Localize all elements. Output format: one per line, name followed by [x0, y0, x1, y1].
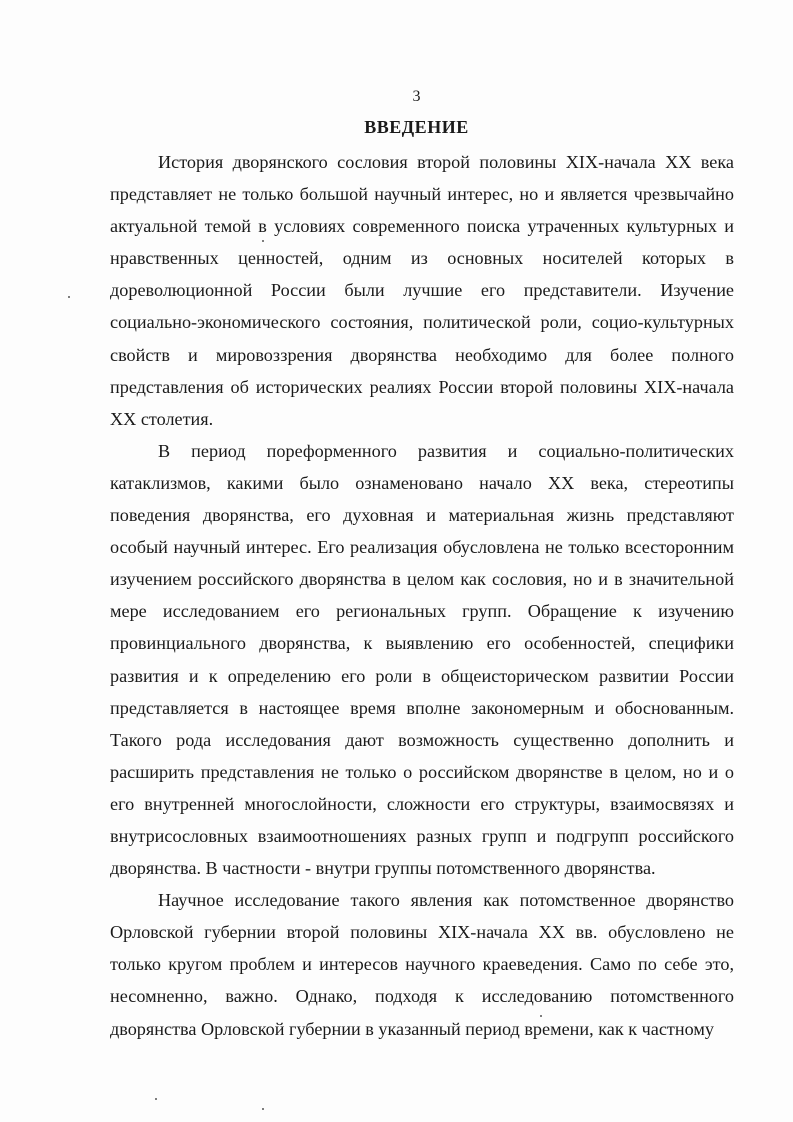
paragraph-2: В период пореформенного развития и социально-политических катаклизмов, какими было ознаменовано начало XX века, стереотипы поведения дворянства, его духовная и материальная жизнь представляют особый научный интерес. Его реализация обусловлена не только всесторонним изучением российского дворянства в целом как сословия, но и в значительной мере исследованием его региональных групп. Обращение к изучению провинциального дворянства, к выявлению его особенностей, специфики развития и к определению его роли в общеисторическом развитии России представляется в настоящее время вполне закономерным и обоснованным. Такого рода исследования дают возможность существенно дополнить и расширить представления не только о российском дворянстве в целом, но и о его внутренней многослойности, сложности его структуры, взаимосвязях и внутрисословных взаимоотношениях разных групп и подгрупп российского дворянства. В частности - внутри группы потомственного дворянства. — [110, 440, 734, 879]
scan-speck — [68, 296, 70, 298]
scan-speck — [262, 1108, 264, 1110]
paragraph-1: История дворянского сословия второй половины XIX-начала XX века представляет не только большой научный интерес, но и является чрезвычайно актуальной темой в условиях современного поиска утраченных культурных и нравственных ценностей, одним из основных носителей которых в дореволюционной России были лучшие его представители. Изучение социально-экономического состояния, политической роли, социо-культурных свойств и мировоззрения дворянства необходимо для более полного представления об исторических реалиях России второй половины XIX-начала XX столетия. — [110, 152, 734, 429]
body-text — [110, 146, 734, 1045]
paragraph-3: Научное исследование такого явления как потомственное дворянство Орловской губернии второй половины XIX-начала XX вв. обусловлено не только кругом проблем и интересов научного краеведения. Само по себе это, несомненно, важно. Однако, подходя к исследованию потомственного дворянства Орловской губернии в указанный период времени, как к частному — [110, 890, 734, 1039]
scan-speck — [262, 240, 264, 242]
section-heading: ВВЕДЕНИЕ — [364, 117, 469, 137]
page-number: 3 — [412, 88, 421, 105]
scan-speck — [155, 1098, 157, 1100]
scan-speck — [540, 1015, 542, 1017]
